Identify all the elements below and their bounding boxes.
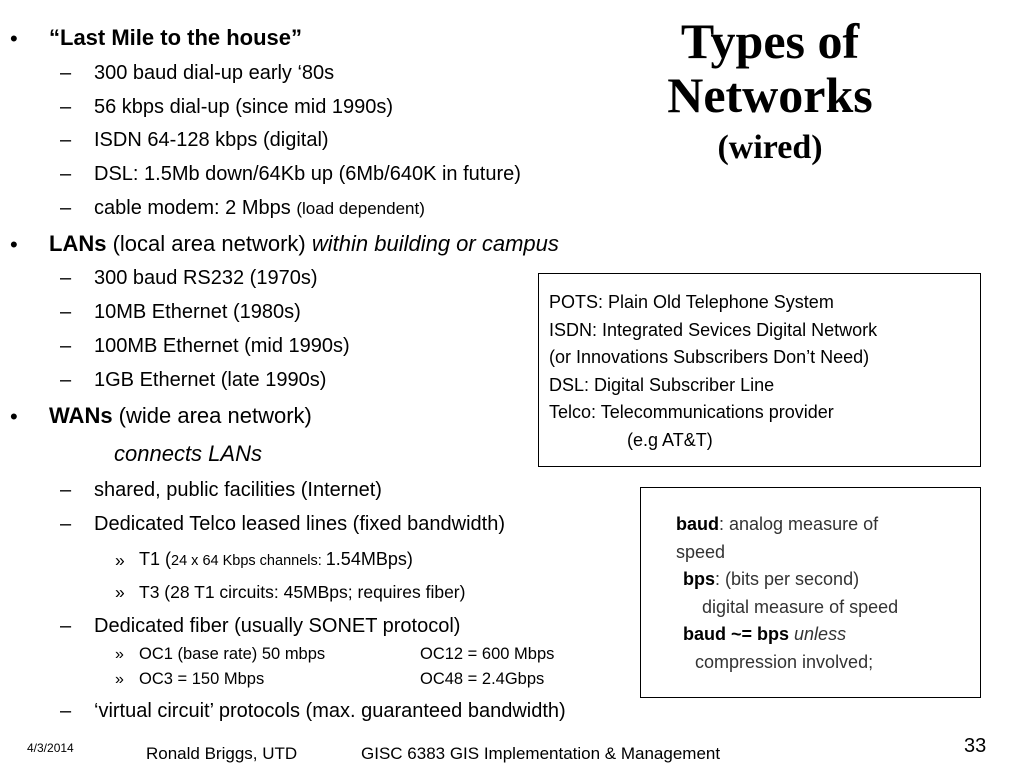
dash-marker: – xyxy=(60,479,72,501)
wans-oc3: OC3 = 150 Mbps xyxy=(139,670,265,688)
baud-bps-relation-cont: compression involved; xyxy=(695,651,874,672)
bps-definition: bps: (bits per second) xyxy=(683,569,860,589)
wans-item-fiber: Dedicated fiber (usually SONET protocol) xyxy=(94,615,461,637)
dash-marker: – xyxy=(60,700,72,722)
last-mile-item-4: DSL: 1.5Mb down/64Kb up (6Mb/640K in future) xyxy=(94,163,521,185)
dash-marker: – xyxy=(60,615,72,637)
bullet-wans: WANs (wide area network) xyxy=(49,403,312,428)
glossary-example: (e.g AT&T) xyxy=(627,429,713,450)
raquo-marker: » xyxy=(115,582,125,602)
title-line-1: Types of xyxy=(680,13,860,69)
wans-item-leased: Dedicated Telco leased lines (fixed bandwidth) xyxy=(94,513,505,535)
glossary-line-4: DSL: Digital Subscriber Line xyxy=(549,374,775,395)
title-line-2: Networks xyxy=(667,67,873,123)
glossary-line-2: ISDN: Integrated Sevices Digital Network xyxy=(549,319,878,340)
footer-date: 4/3/2014 xyxy=(27,741,74,755)
dash-marker: – xyxy=(60,335,72,357)
dash-marker: – xyxy=(60,301,72,323)
baud-definition: baud: analog measure of xyxy=(676,514,879,534)
bullet-marker: • xyxy=(10,232,18,257)
dash-marker: – xyxy=(60,513,72,535)
bullet-marker: • xyxy=(10,26,18,51)
dash-marker: – xyxy=(60,163,72,185)
baud-definition-cont: speed xyxy=(676,541,726,562)
bullet-last-mile: “Last Mile to the house” xyxy=(49,25,303,50)
dash-marker: – xyxy=(60,369,72,391)
wans-oc1: OC1 (base rate) 50 mbps xyxy=(139,645,326,663)
wans-t1: T1 (24 x 64 Kbps channels: 1.54MBps) xyxy=(139,549,413,569)
page-number: 33 xyxy=(964,735,987,757)
lans-item-4: 1GB Ethernet (late 1990s) xyxy=(94,369,327,391)
title-line-3: (wired) xyxy=(717,129,823,166)
baud-bps-box xyxy=(640,487,981,698)
dash-marker: – xyxy=(60,267,72,289)
glossary-line-3: (or Innovations Subscribers Don’t Need) xyxy=(549,347,870,367)
last-mile-item-2: 56 kbps dial-up (since mid 1990s) xyxy=(94,96,394,118)
raquo-marker: » xyxy=(115,671,124,688)
baud-bps-relation: baud ~= bps unless xyxy=(683,624,847,644)
last-mile-item-3: ISDN 64-128 kbps (digital) xyxy=(94,129,329,151)
wans-item-shared: shared, public facilities (Internet) xyxy=(94,479,382,501)
wans-oc48: OC48 = 2.4Gbps xyxy=(420,670,545,688)
lans-item-2: 10MB Ethernet (1980s) xyxy=(94,301,301,323)
bps-definition-cont: digital measure of speed xyxy=(702,596,899,617)
raquo-marker: » xyxy=(115,646,124,663)
last-mile-item-1: 300 baud dial-up early ‘80s xyxy=(94,62,335,84)
lans-item-3: 100MB Ethernet (mid 1990s) xyxy=(94,335,350,357)
lans-item-1: 300 baud RS232 (1970s) xyxy=(94,267,318,289)
footer-course: GISC 6383 GIS Implementation & Management xyxy=(361,744,721,763)
wans-oc12: OC12 = 600 Mbps xyxy=(420,645,555,663)
last-mile-item-5: cable modem: 2 Mbps (load dependent) xyxy=(94,197,425,219)
glossary-line-1: POTS: Plain Old Telephone System xyxy=(549,292,834,312)
wans-t3: T3 (28 T1 circuits: 45MBps; requires fiber) xyxy=(139,582,466,602)
dash-marker: – xyxy=(60,129,72,151)
bullet-marker: • xyxy=(10,404,18,429)
wans-connects-lans: connects LANs xyxy=(114,441,262,466)
bullet-lans: LANs (local area network) within building or campus xyxy=(49,231,559,256)
dash-marker: – xyxy=(60,96,72,118)
dash-marker: – xyxy=(60,197,72,219)
glossary-line-5: Telco: Telecommunications provider xyxy=(549,402,834,422)
dash-marker: – xyxy=(60,62,72,84)
footer-author: Ronald Briggs, UTD xyxy=(146,744,298,763)
raquo-marker: » xyxy=(115,550,125,570)
slide-title xyxy=(620,14,920,170)
wans-item-virtual: ‘virtual circuit’ protocols (max. guaranteed bandwidth) xyxy=(94,700,566,722)
glossary-box xyxy=(538,273,981,467)
